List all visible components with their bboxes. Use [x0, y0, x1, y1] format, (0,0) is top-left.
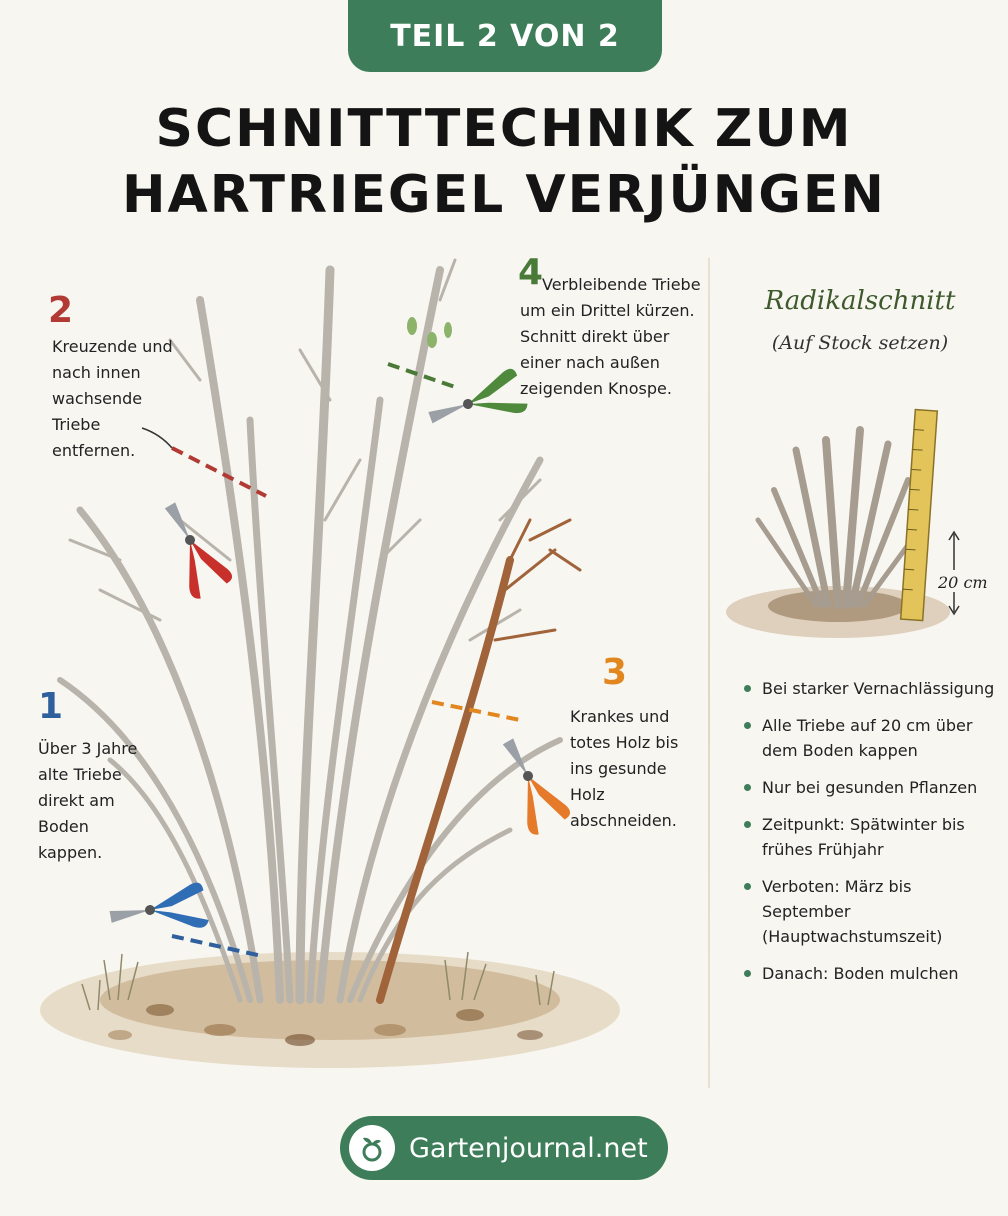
sidebar-title: Radikalschnitt: [764, 286, 956, 316]
page-title: [0, 96, 1008, 228]
step-4-text-rest: um ein Drittel kürzen. Schnitt direkt über einer nach außen zeigenden Knospe.: [520, 301, 695, 398]
title-line-1: SCHNITTTECHNIK ZUM: [155, 99, 853, 159]
part-badge: TEIL 2 VON 2: [348, 0, 662, 72]
cut-stems: [758, 430, 922, 605]
pruning-shears-icon: [147, 496, 234, 602]
step-2-number: 2: [48, 290, 74, 331]
pruning-shears-icon: [485, 732, 572, 838]
sidebar-subtitle: (Auf Stock setzen): [771, 332, 949, 354]
stump-illustration: [718, 400, 988, 650]
leaf-litter: [40, 952, 620, 1068]
diseased-branch: [380, 520, 580, 1000]
radical-cut-list: [740, 676, 1002, 998]
list-item: Bei starker Vernachlässigung: [740, 676, 1002, 701]
step-4-text: Verbleibende Triebe: [542, 275, 701, 294]
step-1-number: 1: [38, 686, 64, 727]
column-divider: [708, 258, 710, 1088]
step-3-number: 3: [602, 652, 628, 693]
step-2-text: Kreuzende und nach innen wachsende Triebe entfernen.: [52, 337, 173, 460]
pruning-shears-icon: [424, 367, 530, 442]
brand-name[interactable]: Gartenjournal.net: [409, 1132, 648, 1164]
step-4-number: 4: [518, 252, 544, 293]
footer-brand-pill[interactable]: [340, 1116, 668, 1180]
ruler-label: 20 cm: [938, 573, 988, 592]
sprout-logo-icon: [349, 1125, 395, 1171]
list-item: Verboten: März bis September (Hauptwachstumszeit): [740, 874, 1002, 949]
ruler: [901, 410, 938, 621]
step-1-text: Über 3 Jahre alte Triebe direkt am Boden kappen.: [38, 739, 138, 862]
list-item: Alle Triebe auf 20 cm über dem Boden kappen: [740, 713, 1002, 763]
list-item: Danach: Boden mulchen: [740, 961, 1002, 986]
cut-line-3: [432, 702, 520, 720]
title-line-2: HARTRIEGEL VERJÜNGEN: [122, 165, 886, 225]
list-item: Zeitpunkt: Spätwinter bis frühes Frühjahr: [740, 812, 1002, 862]
pruning-shears-icon: [107, 882, 209, 943]
step-3-text: Krankes und totes Holz bis ins gesunde Holz abschneiden.: [570, 707, 679, 830]
list-item: Nur bei gesunden Pflanzen: [740, 775, 1002, 800]
